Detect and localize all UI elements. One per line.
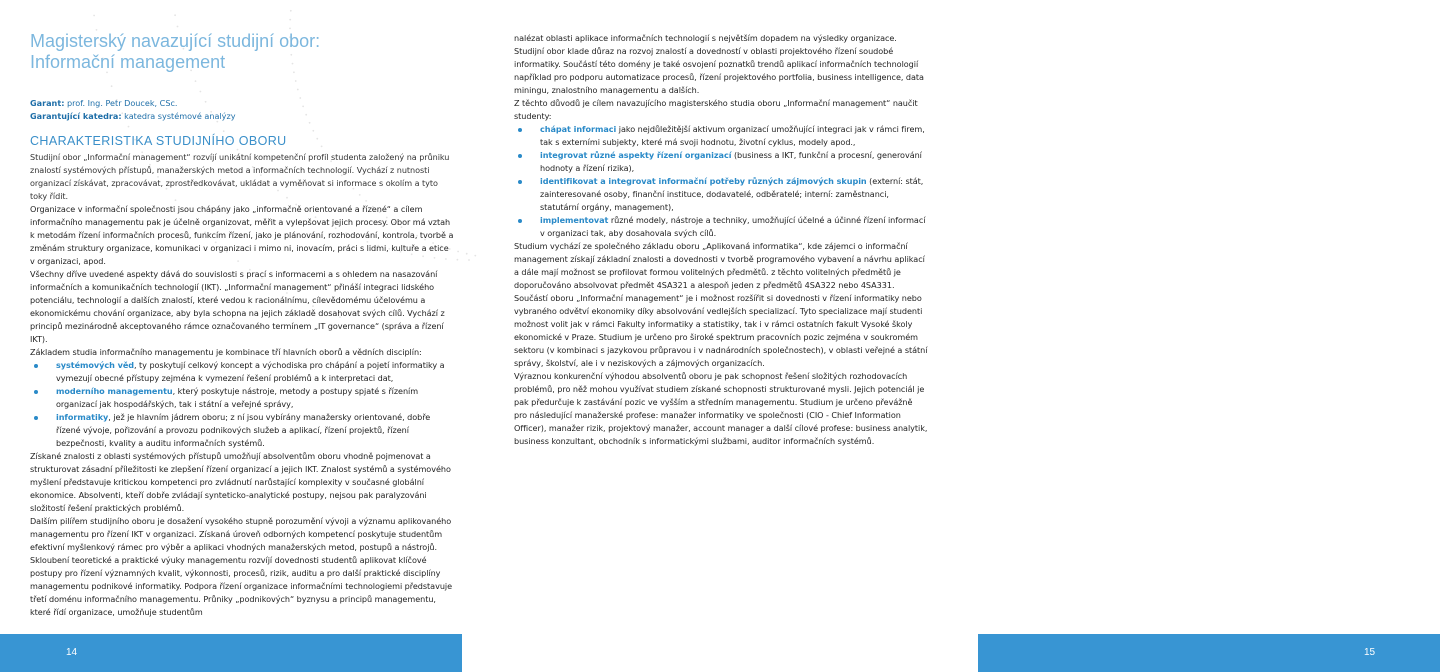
section-heading: CHARAKTERISTIKA STUDIJNÍHO OBORU	[30, 134, 287, 148]
paragraph: Základem studia informačního managementu je kombinace tří hlavních oborů a vědních disciplín:	[30, 347, 422, 357]
katedra-label: Garantující katedra:	[30, 110, 122, 121]
list-text: různé modely, nástroje a techniky, umožňující účelné a účinné řízení informací v organizaci tak, aby dosahovala svých cílů.	[540, 215, 926, 238]
list-term: informatiky	[56, 412, 109, 422]
list-item	[514, 175, 928, 214]
list-text: , jež je hlavním jádrem oboru; z ní jsou vybírány manažersky orientované, dobře řízené vývoje, pořizování a provozu podnikových služeb a aplikací, řízení projektů, řízení bezpečnosti, kvality a auditu informačních systémů.	[56, 412, 431, 448]
footer-bar	[0, 634, 462, 672]
katedra-value: katedra systémové analýzy	[124, 110, 236, 121]
paragraph: nalézat oblasti aplikace informačních technologií s největším dopadem na výsledky organizace. Studijní obor klade důraz na rozvoj znalostí a dovedností v oblasti projektového řízení soudobé informatiky. Součástí této domény je také osvojení poznatků trendů aplikací informačních technologií například pro podporu automatizace procesů, řízení projektového portfolia, business intelligence, data miningu, znalostního managementu a dalších.	[514, 33, 924, 95]
page-title	[30, 31, 320, 73]
title-line-1: Magisterský navazující studijní obor:	[30, 31, 321, 51]
left-body-text	[30, 151, 454, 619]
list-item	[30, 385, 454, 411]
bullet-icon	[34, 364, 38, 368]
list-text: , který poskytuje nástroje, metody a postupy spjaté s řízením organizací jak hospodářských, tak i státní a veřejné správy,	[56, 386, 419, 409]
list-item	[30, 411, 454, 450]
list-text: (externí: stát, zainteresované osoby, finanční instituce, dodavatelé, odběratelé; interní: zaměstnanci, statutární orgány, management),	[540, 176, 924, 212]
garant-label: Garant:	[30, 98, 65, 108]
paragraph: Dalším pilířem studijního oboru je dosažení vysokého stupně porozumění vývoji a významu aplikovaného managementu pro řízení IKT v organizaci. Získaná úroveň odborných kompetencí poskytuje studentům efektivní myšlenkový rámec pro výběr a aplikaci vhodných manažerských metod, postupů a nástrojů. Skloubení teoretické a praktické výuky managementu rozvíjí dovednosti studentů aplikovat klíčové postupy pro řízení významných kvalit, výkonnosti, procesů, rizik, auditu a pro další praktické disciplíny managementu podnikové informatiky. Podpora řízení organizace informačními technologiemi představuje třetí doménu informačního managementu. Průniky „podnikových“ byznysu a principů managementu, které řídí organizace, umožňuje studentům	[30, 516, 453, 617]
list-text: jako nejdůležitější aktivum organizací umožňující integraci jak v rámci firem, tak s externími subjekty, které má svoji hodnotu, životní cyklus, modely apod.,	[540, 124, 925, 147]
bullet-icon	[518, 180, 522, 184]
bullet-icon	[518, 219, 522, 223]
list-item	[514, 214, 928, 240]
page-number: 15	[1364, 647, 1376, 658]
discipline-list	[30, 359, 454, 450]
bullet-icon	[518, 128, 522, 132]
garant-value: prof. Ing. Petr Doucek, CSc.	[67, 98, 178, 108]
list-text: (business a IKT, funkční a procesní, generování hodnoty a řízení rizika),	[540, 150, 922, 173]
list-term: systémových věd	[56, 360, 135, 370]
list-term: integrovat různé aspekty řízení organizací	[540, 150, 732, 160]
right-page	[480, 0, 1376, 672]
paragraph: Výraznou konkurenční výhodou absolventů oboru je pak schopnost řešení složitých rozhodovacích problémů, pro něž mohou využívat studiem získané schopnosti strukturované mysli. Jejich potenciál je pak předurčuje k zastávání pozic ve vyšším a středním managementu. Studium je určeno převážně pro následující manažerské profese: manažer informatiky ve společnosti (CIO - Chief Information Officer), manažer rizik, projektový manažer, account manager a další cílové profese: business analytik, business konzultant, obchodník s informatickými službami, auditor informačních systémů.	[514, 371, 928, 446]
guarantor-info	[30, 97, 236, 122]
paragraph: Všechny dříve uvedené aspekty dává do souvislosti s prací s informacemi a s ohledem na nasazování informačních a komunikačních technologií (IKT). „Informační management“ přináší integraci lidského potenciálu, technologií a dalších znalostí, které vedou k racionálnímu, cílevědomému účelovému a ekonomickému chování organizace, aby byla schopna na jejich základě dosahovat svých cílů. Vychází z principů mezinárodně akceptovaného rámce označovaného termínem „IT governance“ (správa a řízení IKT).	[30, 269, 445, 344]
list-term: identifikovat a integrovat informační potřeby různých zájmových skupin	[540, 176, 867, 186]
list-term: chápat informaci	[540, 124, 617, 134]
list-term: implementovat	[540, 215, 609, 225]
list-item	[514, 149, 928, 175]
paragraph: Z těchto důvodů je cílem navazujícího magisterského studia oboru „Informační management“ naučit studenty:	[514, 98, 918, 121]
title-line-2: Informační management	[30, 52, 226, 72]
paragraph: Studium vychází ze společného základu oboru „Aplikovaná informatika“, kde zájemci o informační management získají základní znalosti a dovednosti v tvorbě programového vybavení a návrhu aplikací a dále mají možnost se profilovat formou volitelných předmětů. z těchto volitelných předmětů je doporučováno absolvovat předmět 4SA321 a alespoň jeden z předmětů 4SA322 nebo 4SA331.	[514, 241, 925, 290]
right-body-text	[514, 32, 928, 448]
list-item	[30, 359, 454, 385]
paragraph: Organizace v informační společnosti jsou chápány jako „informačně orientované a řízené“ a cílem informačního managementu pak je účelně organizovat, měřit a vylepšovat jejich procesy. Obor má vztah k metodám řízení informačních procesů, funkcím řízení, jako je plánování, rozhodování, kontrola, tvorbě a změnám struktury organizace, komunikaci v organizaci i mimo ni, inovacím, práci s lidmi, kultuře a etice v organizaci, apod.	[30, 204, 454, 266]
footer-bar	[978, 634, 1440, 672]
page-number: 14	[66, 647, 78, 658]
bullet-icon	[518, 154, 522, 158]
paragraph: Získané znalosti z oblasti systémových přístupů umožňují absolventům oboru vhodně pojmenovat a strukturovat zásadní příležitosti ke zlepšení řízení organizací a jejich IKT. Znalost systémů a systémového myšlení představuje kritickou kompetenci pro zvládnutí narůstající komplexity v současné globální ekonomice. Absolventi, kteří dobře zvládají synteticko-analytické postupy, nejsou pak paralyzováni složitostí řešení praktických problémů.	[30, 451, 451, 513]
bullet-icon	[34, 416, 38, 420]
paragraph: Součástí oboru „Informační management“ je i možnost rozšířit si dovednosti v řízení informatiky nebo vybraného odvětví ekonomiky díky absolvování vedlejších specializací. Tyto specializace mají studenti možnost volit jak v rámci Fakulty informatiky a statistiky, tak i v rámci ostatních fakult Vysoké školy ekonomické v Praze. Studium je určeno pro široké spektrum pracovních pozic zejména v soukromém sektoru (v kombinaci s jazykovou průpravou i v nadnárodních společnostech), v oblasti veřejné a státní správy, školství, ale i v neziskových a zájmových organizacích.	[514, 293, 928, 368]
bullet-icon	[34, 390, 38, 394]
list-term: moderního managementu	[56, 386, 173, 396]
list-text: , ty poskytují celkový koncept a východiska pro chápání a pojetí informatiky a vymezují obecné přístupy zejména k vymezení řešení problémů a k interpretaci dat,	[56, 360, 445, 383]
paragraph: Studijní obor „Informační management“ rozvíjí unikátní kompetenční profil studenta založený na průniku znalostí systémových přístupů, manažerských metod a informačních technologií. Vychází z nutnosti organizací získávat, zpracovávat, zprostředkovávat, ukládat a vyměňovat si informace s okolím a tyto toky řídit.	[30, 152, 450, 201]
goals-list	[514, 123, 928, 240]
left-page	[0, 0, 480, 672]
list-item	[514, 123, 928, 149]
